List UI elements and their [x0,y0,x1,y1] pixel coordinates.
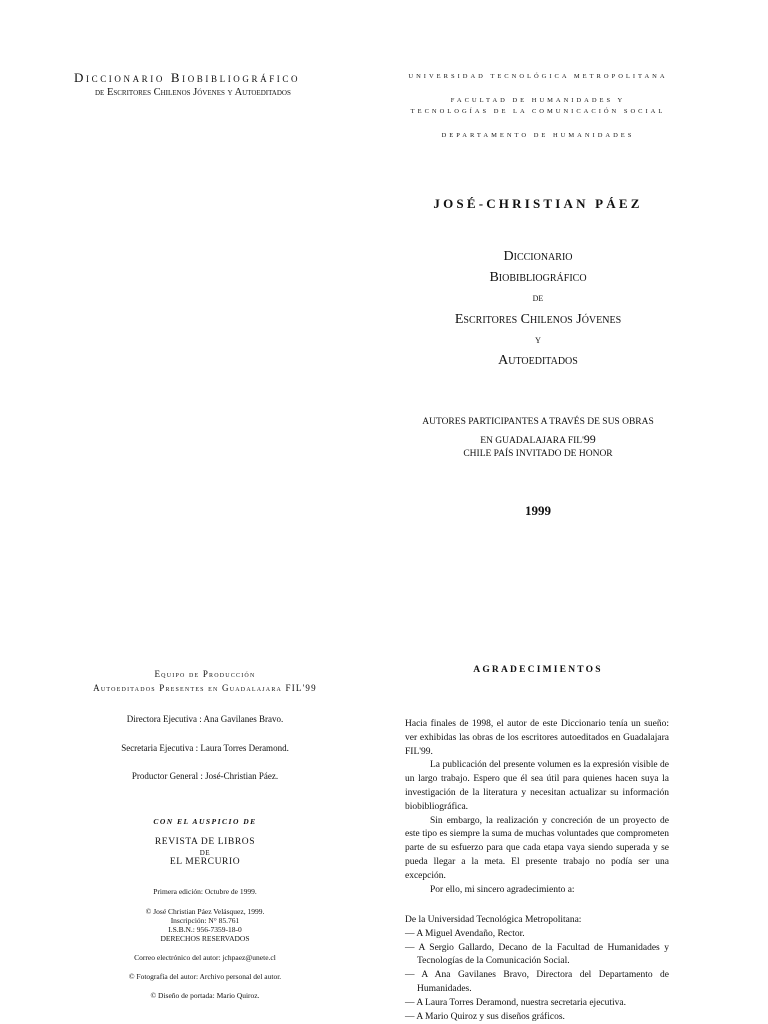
list-item: — A Mario Quiroz y sus diseños gráficos. [405,1011,565,1022]
ack-list-heading: De la Universidad Tecnológica Metropolitana: [405,915,582,925]
ack-paragraph: Sin embargo, la realización y concreción de un proyecto de este tipo es siempre la suma de muchas voluntades que comprometen parte de su esfuerzo para que cada etapa vaya siendo superada y se pueda llegar a la meta. El presente trabajo no podía ser una excepción. [405,815,669,881]
staff-producer: Productor General : José-Christian Páez. [131,771,279,781]
left-running-subtitle: de Escritores Chilenos Jóvenes y Autoeditados [95,87,291,98]
book-title-line-5: y [535,334,541,346]
participants-line-3: CHILE PAÍS INVITADO DE HONOR [463,449,613,459]
cover-design-credit: © Diseño de portada: Mario Quiroz. [150,991,260,1000]
acknowledgements-body [405,718,669,897]
staff-secretary: Secretaria Ejecutiva : Laura Torres Deramond. [121,743,289,753]
book-title-line-2: Biobibliográfico [489,270,587,285]
participants-line-2-year: 99 [583,432,596,446]
rights-note: DERECHOS RESERVADOS [160,934,250,943]
participants-line-2-text: EN GUADALAJARA FIL' [480,436,584,446]
book-title-line-1: Diccionario [503,249,573,264]
book-title-line-3: de [532,292,544,304]
ack-paragraph: Por ello, mi sincero agradecimiento a: [430,884,575,895]
list-item: — A Sergio Gallardo, Decano de la Facultad de Humanidades y Tecnologías de la Comunicación Social. [405,942,669,967]
acknowledgements-title: AGRADECIMIENTOS [473,665,603,675]
sponsor-line-2: DE [199,849,211,857]
department-name: DEPARTAMENTO DE HUMANIDADES [441,132,635,139]
participants-line-1: AUTORES PARTICIPANTES A TRAVÉS DE SUS OBRAS [422,417,654,427]
ack-paragraph: Hacia finales de 1998, el autor de este Diccionario tenía un sueño: ver exhibidas las obras de los escritores autoeditados en Guadalajara FIL'99. [405,719,669,757]
production-team-subtitle: Autoeditados Presentes en Guadalajara FIL'99 [93,683,317,693]
faculty-line-2: TECNOLOGÍAS DE LA COMUNICACIÓN SOCIAL [410,108,666,115]
list-item: — A Miguel Avendaño, Rector. [405,928,525,939]
acknowledgements-list [405,914,669,1024]
production-team-title: Equipo de Producción [154,669,256,679]
staff-director: Directora Ejecutiva : Ana Gavilanes Bravo. [126,714,284,724]
sponsor-label: CON EL AUSPICIO DE [153,817,257,826]
copyright-note: © José Christian Páez Velásquez, 1999. [145,907,265,916]
sponsor-line-1: REVISTA DE LIBROS [154,837,256,847]
sponsor-line-3: EL MERCURIO [169,857,241,867]
author-email-note: Correo electrónico del autor: jchpaez@unete.cl [134,953,276,962]
left-running-title: Diccionario Biobibliográfico [74,70,301,85]
author-name: JOSÉ-CHRISTIAN PÁEZ [433,196,643,211]
participants-line-2 [400,432,676,447]
list-item: — A Laura Torres Deramond, nuestra secretaria ejecutiva. [405,997,626,1008]
ack-paragraph: La publicación del presente volumen es la expresión visible de un largo trabajo. Espero que él sea útil para quienes hacen suya la investigación de la literatura y necesitan actualizar su información biobibliográfica. [405,760,669,812]
list-item: — A Ana Gavilanes Bravo, Directora del Departamento de Humanidades. [405,970,669,994]
publication-year: 1999 [525,503,551,518]
photo-credit: © Fotografía del autor: Archivo personal del autor. [128,972,282,981]
inscription-note: Inscripción: N° 85.761 [170,916,240,925]
book-title-line-4: Escritores Chilenos Jóvenes [454,312,622,327]
university-name: UNIVERSIDAD TECNOLÓGICA METROPOLITANA [408,73,668,80]
book-title-line-6: Autoeditados [498,353,578,368]
isbn-note: I.S.B.N.: 956-7359-18-0 [168,925,242,934]
edition-note: Primera edición: Octubre de 1999. [153,887,257,896]
faculty-line-1: FACULTAD DE HUMANIDADES Y [450,97,626,104]
